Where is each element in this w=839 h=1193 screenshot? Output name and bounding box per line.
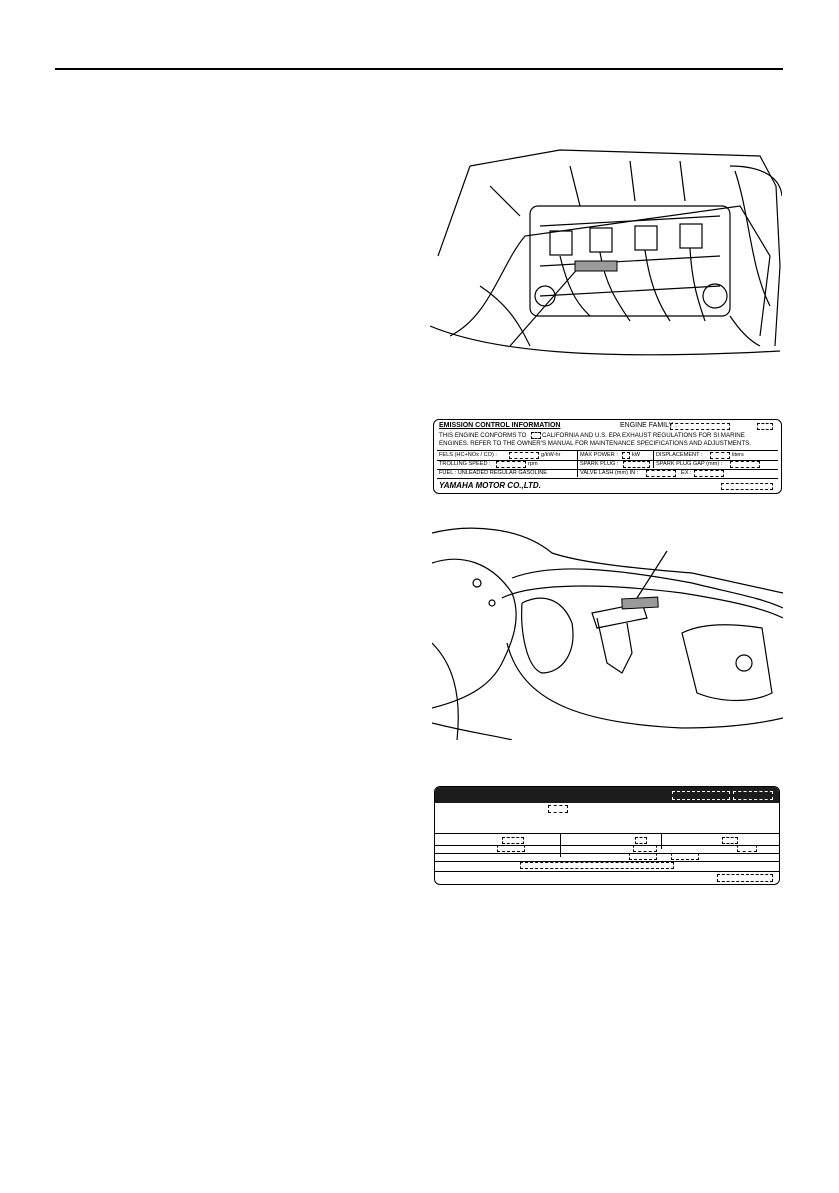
max-power-unit: kW — [632, 452, 641, 458]
emission-title: EMISSION CONTROL INFORMATION — [439, 422, 561, 429]
fuel-label: FUEL : UNLEADED REGULAR GASOLINE — [439, 470, 547, 476]
label-code-field — [757, 423, 773, 430]
max-power-field — [622, 452, 630, 459]
spec-col-divider-2 — [661, 833, 662, 849]
spec-field-lash-in — [629, 853, 657, 860]
spec-field-displacement — [722, 837, 738, 844]
spec-header-field-2 — [733, 791, 773, 800]
engine-family-field — [670, 423, 730, 430]
spec-field-serial — [717, 874, 773, 882]
engine-family-label: ENGINE FAMILY : — [620, 422, 677, 429]
spec-field-gap — [737, 845, 757, 852]
emission-control-label — [433, 419, 782, 494]
spec-field-trolling — [497, 845, 525, 852]
spec-divider-1 — [435, 833, 780, 834]
specification-label — [434, 786, 780, 885]
spark-plug-gap-field — [730, 461, 760, 468]
emission-divider-4 — [437, 478, 778, 479]
valve-lash-in-field — [646, 470, 676, 477]
trolling-speed-field — [496, 461, 526, 468]
maker-name: YAMAHA MOTOR CO.,LTD. — [439, 481, 541, 490]
spec-divider-3 — [435, 853, 780, 854]
spec-divider-5 — [435, 871, 780, 872]
spec-header-field-1 — [672, 791, 730, 800]
storage-compartment-illustration — [432, 523, 783, 740]
spec-field-fuel — [520, 862, 674, 869]
spark-plug-field — [623, 461, 650, 468]
spark-plug-gap-label: SPARK PLUG GAP (mm) : — [656, 461, 723, 467]
spec-divider-2 — [435, 845, 780, 846]
fels-label: FELS (HC+NOx / CO) : — [439, 452, 497, 458]
fels-unit: g/kW-hr — [541, 452, 561, 458]
engine-compartment-illustration — [430, 146, 782, 372]
emission-col-divider-1 — [577, 450, 578, 477]
displacement-label: DISPLACEMENT : — [656, 452, 703, 458]
conforms-year-field — [531, 432, 541, 439]
conforms-line2: ENGINES. REFER TO THE OWNER'S MANUAL FOR MAINTENANCE SPECIFICATIONS AND ADJUSTMENTS. — [439, 440, 751, 447]
spec-field-fels — [502, 837, 524, 844]
valve-lash-ex-field — [694, 470, 724, 477]
max-power-label: MAX POWER : — [580, 452, 618, 458]
header-rule — [55, 68, 783, 70]
fels-field — [509, 452, 539, 459]
conforms-line1: THIS ENGINE CONFORMS TO — [439, 432, 527, 439]
displacement-unit: liters — [732, 452, 744, 458]
spec-field-power — [635, 837, 647, 844]
displacement-field — [710, 452, 730, 459]
spark-plug-label: SPARK PLUG : — [580, 461, 619, 467]
spec-year-field — [548, 805, 568, 813]
trolling-speed-label: TROLLING SPEED : — [439, 461, 491, 467]
valve-lash-label: VALVE LASH (mm) IN : — [580, 470, 639, 476]
emission-col-divider-2 — [653, 450, 654, 468]
label-serial-field — [721, 483, 773, 490]
conforms-line1b: CALIFORNIA AND U.S. EPA EXHAUST REGULATIONS FOR SI MARINE — [542, 432, 745, 439]
spec-field-plug — [633, 845, 657, 852]
emission-divider-1 — [437, 450, 778, 451]
trolling-speed-unit: rpm — [528, 461, 538, 467]
valve-lash-ex-label: EX : — [681, 470, 692, 476]
spec-field-lash-ex — [671, 853, 699, 860]
